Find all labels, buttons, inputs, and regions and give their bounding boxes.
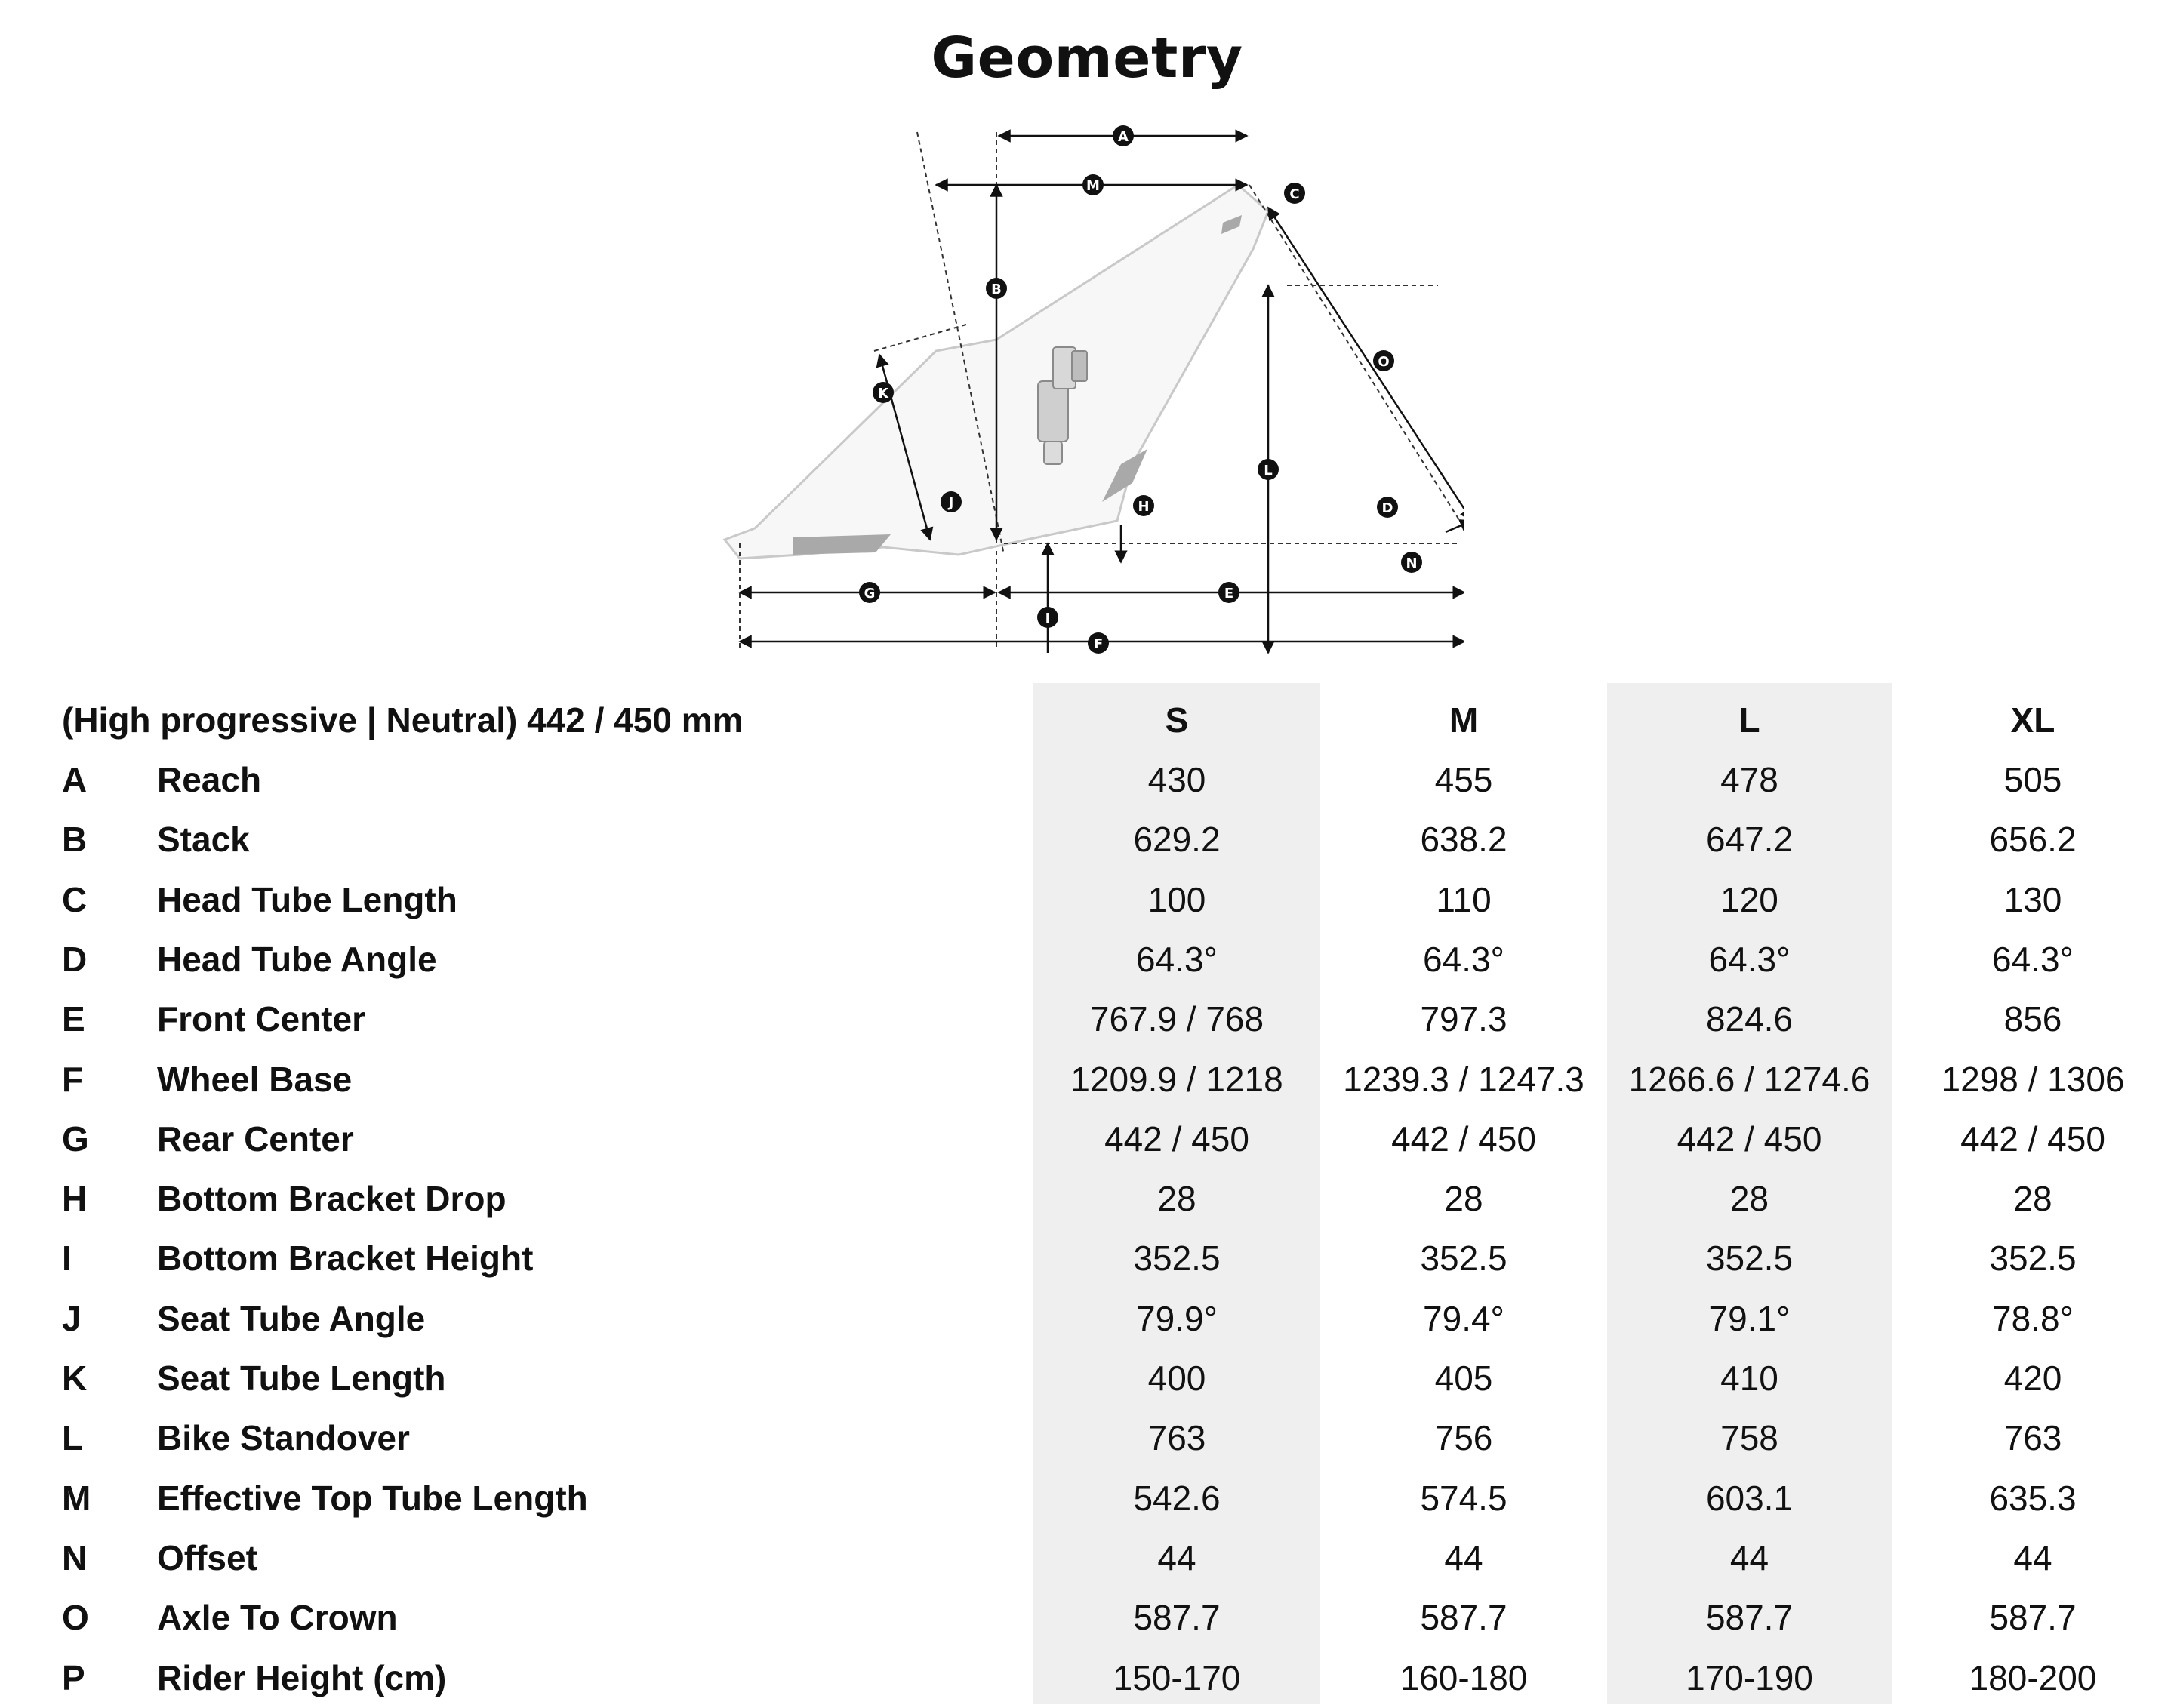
row-value-l: 478 <box>1720 760 1778 799</box>
row-value-s: 28 <box>1157 1179 1196 1219</box>
row-value-xl: 505 <box>2003 760 2062 799</box>
row-value-xl: 78.8° <box>1992 1298 2074 1338</box>
row-label: Axle To Crown <box>157 1598 398 1638</box>
geometry-diagram <box>710 121 1464 664</box>
row-value-s: 629.2 <box>1133 820 1221 860</box>
row-value-s: 44 <box>1157 1537 1196 1577</box>
row-value-s: 64.3° <box>1136 939 1218 979</box>
row-value-m: 442 / 450 <box>1391 1119 1536 1159</box>
svg-text:D: D <box>1381 500 1393 516</box>
row-value-l: 824.6 <box>1705 999 1794 1039</box>
row-value-s: 430 <box>1147 760 1206 799</box>
svg-text:G: G <box>864 586 876 602</box>
row-value-l: 79.1° <box>1708 1298 1791 1338</box>
svg-text:N: N <box>1406 555 1418 571</box>
row-value-xl: 656.2 <box>1989 820 2077 860</box>
svg-text:C: C <box>1289 186 1300 202</box>
row-value-l: 587.7 <box>1705 1598 1794 1638</box>
row-letter: N <box>62 1537 88 1577</box>
row-label: Wheel Base <box>157 1059 353 1099</box>
row-label: Front Center <box>157 999 365 1039</box>
row-letter: D <box>62 939 88 979</box>
svg-text:A: A <box>1118 129 1129 145</box>
bike-frame-illustration <box>710 121 1464 664</box>
chainstay-accent <box>793 534 891 555</box>
row-label: Offset <box>157 1537 257 1577</box>
row-value-s: 100 <box>1147 879 1206 919</box>
size-header-l: L <box>1738 700 1760 740</box>
callout-O <box>1373 350 1394 371</box>
callout-A <box>1113 125 1134 146</box>
row-value-xl: 44 <box>2013 1537 2052 1577</box>
row-letter: L <box>62 1418 84 1458</box>
table-row <box>0 1648 2174 1708</box>
row-value-l: 28 <box>1729 1179 1769 1219</box>
row-value-m: 756 <box>1434 1418 1493 1458</box>
table-row <box>0 810 2174 869</box>
row-value-xl: 763 <box>2003 1418 2062 1458</box>
table-row <box>0 1469 2174 1528</box>
row-letter: J <box>62 1298 82 1338</box>
row-value-xl: 856 <box>2003 999 2062 1039</box>
svg-text:L: L <box>1264 463 1273 479</box>
table-header-title: (High progressive | Neutral) 442 / 450 mm <box>62 700 744 740</box>
callout-C <box>1284 183 1305 204</box>
callout-M <box>1082 174 1104 195</box>
row-label: Bottom Bracket Drop <box>157 1179 507 1219</box>
row-value-xl: 28 <box>2013 1179 2052 1219</box>
callout-D <box>1377 497 1398 518</box>
row-value-s: 767.9 / 768 <box>1089 999 1264 1039</box>
table-row <box>0 930 2174 989</box>
row-letter: C <box>62 879 88 919</box>
table-row <box>0 1050 2174 1109</box>
svg-text:K: K <box>878 386 888 402</box>
table-row <box>0 1588 2174 1648</box>
row-value-l: 64.3° <box>1708 939 1791 979</box>
svg-text:E: E <box>1224 586 1234 602</box>
row-value-l: 603.1 <box>1705 1478 1794 1518</box>
row-value-l: 410 <box>1720 1359 1778 1398</box>
row-value-l: 758 <box>1720 1418 1778 1458</box>
row-value-xl: 130 <box>2003 879 2062 919</box>
row-label: Bike Standover <box>157 1418 410 1458</box>
row-value-m: 587.7 <box>1420 1598 1507 1638</box>
row-value-s: 1209.9 / 1218 <box>1070 1059 1283 1099</box>
size-header-s: S <box>1165 700 1189 740</box>
callout-I <box>1037 607 1058 628</box>
callout-E <box>1218 582 1239 603</box>
row-letter: E <box>62 999 85 1039</box>
callout-L <box>1258 459 1279 480</box>
row-value-m: 574.5 <box>1420 1478 1507 1518</box>
row-value-l: 170-190 <box>1686 1657 1813 1697</box>
svg-text:B: B <box>991 282 1002 297</box>
row-label: Stack <box>157 820 250 860</box>
row-letter: M <box>62 1478 91 1518</box>
row-value-l: 352.5 <box>1705 1239 1794 1279</box>
row-label: Head Tube Length <box>157 879 457 919</box>
row-value-l: 44 <box>1729 1537 1769 1577</box>
size-header-xl: XL <box>2010 700 2055 740</box>
row-letter: H <box>62 1179 88 1219</box>
callout-J <box>941 491 962 512</box>
row-value-s: 763 <box>1147 1418 1206 1458</box>
row-letter: K <box>62 1359 88 1398</box>
table-row <box>0 1408 2174 1468</box>
svg-text:M: M <box>1086 178 1100 194</box>
table-row <box>0 1109 2174 1169</box>
row-letter: B <box>62 820 88 860</box>
table-row <box>0 750 2174 810</box>
callout-F <box>1088 632 1109 654</box>
page-title: Geometry <box>931 26 1243 91</box>
row-letter: G <box>62 1119 89 1159</box>
row-value-xl: 1298 / 1306 <box>1941 1059 2125 1099</box>
row-value-xl: 64.3° <box>1992 939 2074 979</box>
table-row <box>0 870 2174 930</box>
table-row <box>0 989 2174 1049</box>
row-letter: P <box>62 1657 85 1697</box>
callout-K <box>873 382 894 403</box>
row-value-m: 44 <box>1444 1537 1483 1577</box>
row-value-xl: 635.3 <box>1989 1478 2077 1518</box>
row-value-m: 352.5 <box>1420 1239 1507 1279</box>
row-label: Seat Tube Length <box>157 1359 446 1398</box>
row-value-m: 455 <box>1434 760 1493 799</box>
svg-text:O: O <box>1378 354 1390 370</box>
row-value-m: 110 <box>1436 879 1492 919</box>
row-value-s: 542.6 <box>1133 1478 1221 1518</box>
row-value-s: 587.7 <box>1133 1598 1221 1638</box>
row-value-m: 160-180 <box>1400 1657 1528 1697</box>
row-value-m: 797.3 <box>1420 999 1507 1039</box>
row-value-s: 352.5 <box>1133 1239 1221 1279</box>
svg-text:F: F <box>1093 636 1104 652</box>
table-row <box>0 1349 2174 1408</box>
row-value-m: 405 <box>1434 1359 1493 1398</box>
table-row <box>0 1229 2174 1288</box>
callout-G <box>859 582 880 603</box>
svg-text:I: I <box>1045 611 1051 626</box>
row-value-m: 79.4° <box>1423 1298 1504 1338</box>
row-value-xl: 420 <box>2003 1359 2062 1398</box>
callout-B <box>986 278 1007 299</box>
row-letter: O <box>62 1598 89 1638</box>
row-value-m: 638.2 <box>1420 820 1507 860</box>
svg-text:J: J <box>948 495 954 511</box>
row-label: Seat Tube Angle <box>157 1298 426 1338</box>
table-row <box>0 1528 2174 1588</box>
row-value-m: 1239.3 / 1247.3 <box>1343 1059 1584 1099</box>
table-header <box>0 691 2174 750</box>
row-label: Reach <box>157 760 262 799</box>
row-value-l: 647.2 <box>1705 820 1794 860</box>
size-header-m: M <box>1449 700 1479 740</box>
row-value-l: 442 / 450 <box>1677 1119 1822 1159</box>
row-value-l: 1266.6 / 1274.6 <box>1628 1059 1871 1099</box>
callout-N <box>1401 552 1422 573</box>
row-letter: I <box>62 1239 72 1279</box>
svg-text:H: H <box>1138 499 1150 515</box>
row-value-xl: 352.5 <box>1989 1239 2077 1279</box>
row-label: Effective Top Tube Length <box>157 1478 588 1518</box>
table-row <box>0 1289 2174 1349</box>
row-value-s: 442 / 450 <box>1104 1119 1249 1159</box>
row-letter: F <box>62 1059 84 1099</box>
row-value-xl: 180-200 <box>1969 1657 2097 1697</box>
row-label: Head Tube Angle <box>157 939 437 979</box>
row-label: Rider Height (cm) <box>157 1657 447 1697</box>
row-value-l: 120 <box>1720 879 1778 919</box>
row-value-s: 150-170 <box>1113 1657 1241 1697</box>
row-value-s: 79.9° <box>1136 1298 1218 1338</box>
callout-H <box>1133 495 1154 516</box>
row-label: Bottom Bracket Height <box>157 1239 534 1279</box>
row-value-m: 64.3° <box>1423 939 1504 979</box>
row-value-xl: 587.7 <box>1989 1598 2077 1638</box>
row-letter: A <box>62 760 88 799</box>
row-value-xl: 442 / 450 <box>1960 1119 2105 1159</box>
table-row <box>0 1169 2174 1229</box>
row-value-m: 28 <box>1444 1179 1483 1219</box>
row-value-s: 400 <box>1147 1359 1206 1398</box>
row-label: Rear Center <box>157 1119 354 1159</box>
